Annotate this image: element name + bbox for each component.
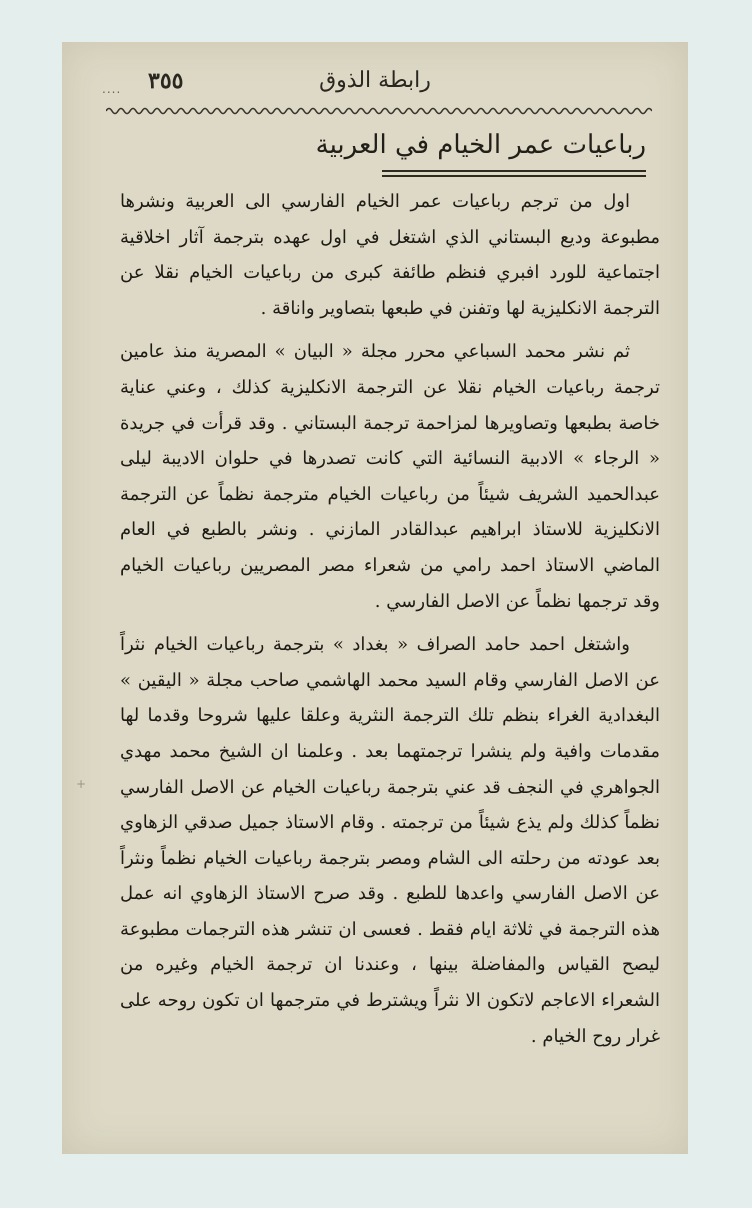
title-underline (382, 170, 646, 180)
article-body (120, 184, 660, 1062)
running-title: رابطة الذوق (319, 68, 431, 93)
wavy-separator (106, 104, 652, 118)
margin-mark: + (76, 777, 87, 791)
book-page (62, 42, 688, 1154)
paragraph: واشتغل احمد حامد الصراف « بغداد » بترجمة رباعيات الخيام نثراً عن الاصل الفارسي وقام السيد محمد الهاشمي صاحب مجلة « اليقين » البغدادية الغراء بنظم تلك الترجمة النثرية وعلقا عليها شروحا وقدما لها مقدمات وافية ولم ينشرا ترجمتهما بعد . وعلمنا ان الشيخ محمد مهدي الجواهري في النجف قد عني بترجمة رباعيات الخيام عن الاصل الفارسي نظماً كذلك ولم يذع شيئاً من ترجمته . وقام الاستاذ جميل صدقي الزهاوي بعد عودته من رحلته الى الشام ومصر بترجمة رباعيات الخيام نظماً ونثراً عن الاصل الفارسي واعدها للطبع . وقد صرح الاستاذ الزهاوي انه عمل هذه الترجمة في ثلاثة ايام فقط . فعسى ان تنشر هذه الترجمات مطبوعة ليصح القياس والمفاضلة بينها ، وعندنا ان ترجمة الخيام وغيره من الشعراء الاعاجم لاتكون الا نثراً ويشترط في مترجمها ان تكون روحه على غرار روح الخيام . (120, 634, 660, 1047)
page-header (62, 68, 688, 108)
article-title: رباعيات عمر الخيام في العربية (315, 130, 646, 160)
page-number: ٣٥٥ (148, 68, 184, 94)
paragraph: ثم نشر محمد السباعي محرر مجلة « البيان » المصرية منذ عامين ترجمة رباعيات الخيام نقلا عن الترجمة الانكليزية كذلك ، وعني عناية خاصة بطبعها وتصاويرها لمزاحمة ترجمة البستاني . وقد قرأت في جريدة « الرجاء » الادبية النسائية التي كانت تصدرها في حلوان الاديبة ليلى عبدالحميد الشريف شيئاً من رباعيات الخيام مترجمة نظماً عن الترجمة الانكليزية للاستاذ ابراهيم عبدالقادر المازني . ونشر بالطبع في العام الماضي الاستاذ احمد رامي من شعراء مصر المصريين رباعيات الخيام وقد ترجمها نظماً عن الاصل الفارسي . (120, 341, 660, 612)
leader-dots: .... (102, 82, 122, 96)
paragraph: اول من ترجم رباعيات عمر الخيام الفارسي الى العربية ونشرها مطبوعة وديع البستاني الذي اشتغل في اول عهده بترجمة آثار اخلاقية اجتماعية للورد افبري فنظم طائفة كبرى من رباعيات الخيام نقلا عن الترجمة الانكليزية لها وتفنن في طبعها بتصاوير واناقة . (120, 191, 660, 319)
